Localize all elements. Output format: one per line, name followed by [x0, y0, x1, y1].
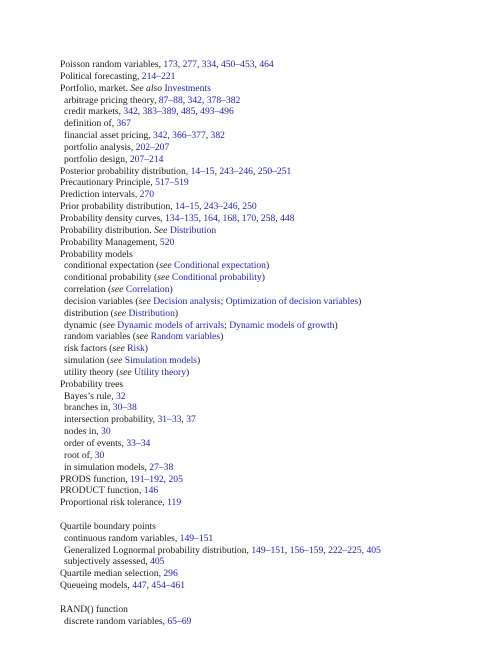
- entry-text: ,: [146, 580, 152, 592]
- entry-text: ): [358, 295, 362, 307]
- entry-text: Probability Management,: [60, 236, 160, 248]
- page-reference-link[interactable]: 30: [101, 426, 111, 438]
- entry-text: ): [220, 331, 224, 343]
- entry-text: ,: [181, 414, 187, 426]
- entry-text: ,: [177, 59, 183, 70]
- page-reference-link[interactable]: 378–382: [206, 94, 241, 106]
- entry-text: financial asset pricing,: [64, 130, 153, 142]
- page-reference-link[interactable]: 243–246: [219, 165, 253, 177]
- page-reference-link[interactable]: 149–151: [179, 532, 214, 544]
- entry-text: ,: [252, 165, 258, 177]
- page-reference-link[interactable]: 485: [180, 106, 196, 118]
- see-reference-label: see: [135, 331, 149, 343]
- entry-text: Probability density curves,: [60, 212, 165, 224]
- index-entry: [60, 497, 490, 509]
- page-reference-link[interactable]: 243–246: [203, 201, 238, 213]
- entry-text: ,: [176, 106, 181, 118]
- page-reference-link[interactable]: 366–377: [172, 130, 206, 142]
- index-entry: [60, 201, 490, 213]
- entry-text: Portfolio, market.: [60, 82, 131, 94]
- entry-text: distribution (: [64, 307, 114, 319]
- index-subentry: [60, 367, 490, 379]
- index-subentry: [60, 308, 490, 320]
- entry-text: ,: [236, 212, 242, 224]
- entry-text: risk factors (: [64, 343, 113, 355]
- page-reference-link[interactable]: 383–389: [142, 106, 177, 118]
- index-subentry: [60, 118, 490, 130]
- page-reference-link[interactable]: 149–151: [251, 544, 285, 556]
- see-reference-label: see: [119, 366, 132, 378]
- index-list: [60, 59, 490, 628]
- entry-text: Political forecasting,: [60, 70, 142, 82]
- entry-text: ): [169, 284, 173, 296]
- entry-text: Generalized Lognormal probability distribution,: [64, 544, 252, 556]
- entry-text: Queueing models,: [60, 580, 133, 592]
- index-subentry: [60, 616, 490, 628]
- page-reference-link[interactable]: 164: [203, 212, 218, 224]
- page-reference-link[interactable]: 450–453: [220, 59, 255, 70]
- entry-text: Precautionary Principle,: [60, 177, 156, 189]
- entry-text: ,: [275, 212, 281, 224]
- page-reference-link[interactable]: 493–496: [200, 106, 234, 118]
- page-reference-link[interactable]: 214–221: [141, 70, 176, 82]
- entry-text: ;: [220, 295, 226, 307]
- index-subentry: [60, 462, 490, 474]
- page-reference-link[interactable]: 342: [123, 106, 138, 118]
- index-entry: [60, 521, 490, 533]
- page-reference-link[interactable]: 342: [152, 130, 168, 142]
- entry-text: ): [144, 343, 148, 355]
- page-reference-link[interactable]: Utility theory: [134, 366, 187, 378]
- index-entry: [60, 249, 490, 261]
- page-reference-link[interactable]: Correlation: [125, 284, 170, 296]
- index-subentry: [60, 296, 490, 308]
- see-reference-label: see: [112, 343, 125, 355]
- page-reference-link[interactable]: 296: [163, 568, 178, 580]
- page-reference-link[interactable]: 205: [168, 473, 183, 485]
- entry-text: ,: [284, 544, 290, 556]
- entry-text: ): [174, 307, 179, 319]
- entry-text: conditional expectation (: [64, 260, 160, 272]
- page-reference-link[interactable]: 405: [150, 556, 165, 568]
- entry-text: ,: [196, 59, 202, 70]
- entry-text: branches in,: [64, 402, 113, 414]
- entry-text: ): [261, 272, 265, 284]
- entry-text: ,: [254, 59, 260, 70]
- entry-text: simulation (: [64, 355, 111, 367]
- entry-text: Probability models: [60, 248, 133, 260]
- page-reference-link[interactable]: 517–519: [155, 177, 189, 189]
- entry-text: utility theory (: [64, 366, 120, 378]
- entry-text: ,: [199, 201, 204, 213]
- index-subentry: [60, 343, 490, 355]
- entry-text: continuous random variables,: [64, 532, 180, 544]
- index-subentry: [60, 402, 490, 414]
- page-reference-link[interactable]: 14–15: [175, 201, 200, 213]
- entry-text: dynamic (: [64, 319, 103, 331]
- index-subentry: [60, 533, 490, 545]
- page-reference-link[interactable]: Conditional expectation: [174, 260, 266, 272]
- entry-text: ,: [201, 94, 207, 106]
- entry-text: definition of,: [64, 118, 117, 130]
- index-subentry: [60, 284, 490, 296]
- index-entry: [60, 83, 490, 95]
- see-reference-label: see: [159, 260, 172, 272]
- entry-text: Proportional risk tolerance,: [60, 497, 168, 509]
- entry-text: ,: [167, 130, 173, 142]
- index-subentry: [60, 154, 490, 166]
- entry-text: portfolio design,: [64, 153, 130, 165]
- page-reference-link[interactable]: 173: [163, 59, 178, 70]
- entry-text: ,: [195, 106, 201, 118]
- page-reference-link[interactable]: 14–15: [190, 165, 215, 177]
- entry-text: ): [197, 355, 201, 367]
- page-reference-link[interactable]: 367: [116, 118, 131, 130]
- page-reference-link[interactable]: 87–88: [158, 94, 183, 106]
- entry-text: RAND() function: [60, 603, 128, 615]
- see-reference-label: see: [138, 295, 151, 307]
- page-reference-link[interactable]: Risk: [127, 343, 145, 355]
- index-subentry: [60, 260, 490, 272]
- index-subentry: [60, 106, 490, 118]
- see-reference-label: see: [102, 319, 115, 331]
- index-subentry: [60, 450, 490, 462]
- index-subentry: [60, 391, 490, 403]
- page-reference-link[interactable]: 405: [366, 544, 381, 556]
- index-entry: [60, 237, 490, 249]
- index-entry: [60, 177, 490, 189]
- entry-text: ): [186, 366, 190, 378]
- page-reference-link[interactable]: 156–159: [289, 544, 324, 556]
- index-entry: [60, 166, 490, 178]
- see-reference-label: see: [111, 284, 124, 296]
- index-entry: [60, 604, 490, 616]
- page-reference-link[interactable]: 207–214: [129, 153, 164, 165]
- page-reference-link[interactable]: 65–69: [167, 615, 192, 627]
- page-reference-link[interactable]: 32: [115, 390, 126, 402]
- page-reference-link[interactable]: Investments: [164, 82, 211, 94]
- index-entry: [60, 59, 490, 71]
- entry-text: Bayes’s rule,: [64, 390, 116, 402]
- entry-text: subjectively assessed,: [64, 556, 151, 568]
- index-subentry: [60, 414, 490, 426]
- entry-text: ,: [361, 544, 367, 556]
- entry-text: Posterior probability distribution,: [60, 165, 191, 177]
- index-subentry: [60, 320, 490, 332]
- page-reference-link[interactable]: 250: [242, 201, 257, 213]
- page-reference-link[interactable]: Simulation models: [124, 355, 197, 367]
- entry-text: ): [334, 319, 338, 331]
- entry-text: ,: [205, 130, 211, 142]
- page-reference-link[interactable]: 277: [182, 59, 197, 70]
- entry-text: decision variables (: [64, 295, 139, 307]
- entry-text: discrete random variables,: [64, 615, 168, 627]
- page-reference-link[interactable]: Random variables: [150, 331, 221, 343]
- entry-text: ,: [214, 165, 220, 177]
- page-reference-link[interactable]: 119: [167, 497, 182, 509]
- page-reference-link[interactable]: Distribution: [169, 224, 217, 236]
- entry-text: credit markets,: [64, 106, 124, 118]
- index-subentry: [60, 426, 490, 438]
- page-reference-link[interactable]: 37: [186, 414, 196, 426]
- entry-text: conditional probability (: [64, 272, 158, 284]
- entry-text: intersection probability,: [64, 414, 158, 426]
- index-entry: [60, 580, 490, 592]
- entry-text: ,: [163, 473, 169, 485]
- page-reference-link[interactable]: 222–225: [328, 544, 362, 556]
- page-reference-link[interactable]: 168: [222, 212, 237, 224]
- entry-text: in simulation models,: [64, 461, 150, 473]
- see-reference-label: see: [110, 355, 123, 367]
- index-subentry: [60, 438, 490, 450]
- entry-text: root of,: [64, 449, 95, 461]
- page-reference-link[interactable]: 520: [159, 236, 175, 248]
- entry-text: ,: [323, 544, 329, 556]
- page-reference-link[interactable]: 250–251: [257, 165, 292, 177]
- entry-text: ,: [137, 106, 143, 118]
- index-entry: [60, 485, 490, 497]
- see-reference-label: see: [157, 272, 170, 284]
- entry-text: ,: [256, 212, 261, 224]
- entry-text: ;: [224, 319, 230, 331]
- page-reference-link[interactable]: Conditional probability: [171, 272, 262, 284]
- entry-text: Poisson random variables,: [60, 59, 164, 70]
- entry-text: PRODS function,: [60, 473, 131, 485]
- page-reference-link[interactable]: 342: [187, 94, 202, 106]
- entry-text: Quartile boundary points: [60, 520, 156, 532]
- entry-text: Quartile median selection,: [60, 568, 164, 580]
- page-reference-link[interactable]: 146: [143, 485, 159, 497]
- entry-text: random variables (: [64, 331, 136, 343]
- page-reference-link[interactable]: 31–33: [157, 414, 182, 426]
- page-reference-link[interactable]: Dynamic models of arrivals: [117, 319, 225, 331]
- index-subentry: [60, 556, 490, 568]
- page-reference-link[interactable]: 258: [260, 212, 276, 224]
- page-reference-link[interactable]: 448: [280, 212, 295, 224]
- entry-text: Prior probability distribution,: [60, 201, 176, 213]
- entry-text: Probability trees: [60, 378, 124, 390]
- page-reference-link[interactable]: 134–135: [164, 212, 199, 224]
- index-subentry: [60, 130, 490, 142]
- page-reference-link[interactable]: 334: [201, 59, 217, 70]
- page-reference-link[interactable]: 33–34: [126, 438, 151, 449]
- index-subentry: [60, 545, 490, 557]
- entry-text: order of events,: [64, 438, 127, 449]
- index-entry: [60, 568, 490, 580]
- entry-text: ,: [216, 59, 221, 70]
- page-reference-link[interactable]: 191–192: [130, 473, 164, 485]
- entry-text: Probability distribution.: [60, 224, 155, 236]
- page-reference-link[interactable]: 27–38: [149, 461, 174, 473]
- page-reference-link[interactable]: Distribution: [128, 307, 175, 319]
- entry-text: ,: [198, 212, 204, 224]
- index-subentry: [60, 272, 490, 284]
- page-reference-link[interactable]: 30–38: [112, 402, 137, 414]
- index-entry: [60, 474, 490, 486]
- index-subentry: [60, 142, 490, 154]
- entry-text: Prediction intervals,: [60, 189, 140, 201]
- page-reference-link[interactable]: 382: [210, 130, 225, 142]
- see-reference-label: see: [113, 307, 127, 319]
- entry-text: PRODUCT function,: [60, 485, 144, 497]
- page-reference-link[interactable]: 464: [259, 59, 274, 70]
- index-subentry: [60, 355, 490, 367]
- page-reference-link[interactable]: Decision analysis: [153, 295, 221, 307]
- see-reference-label: See: [154, 224, 168, 236]
- see-reference-label: See also: [130, 82, 163, 94]
- page-reference-link[interactable]: 270: [139, 189, 155, 201]
- page-reference-link[interactable]: Dynamic models of growth: [229, 319, 335, 331]
- page-reference-link[interactable]: 202–207: [135, 141, 170, 153]
- index-subentry: [60, 95, 490, 107]
- page-reference-link[interactable]: Optimization of decision variables: [225, 295, 359, 307]
- entry-text: ,: [182, 94, 188, 106]
- index-subentry: [60, 331, 490, 343]
- entry-text: arbitrage pricing theory,: [64, 94, 159, 106]
- page-reference-link[interactable]: 170: [241, 212, 257, 224]
- entry-text: ): [265, 260, 270, 272]
- page-reference-link[interactable]: 447: [132, 580, 147, 592]
- entry-text: portfolio analysis,: [64, 141, 136, 153]
- page-reference-link[interactable]: 454–461: [151, 580, 185, 592]
- index-entry: [60, 379, 490, 391]
- index-entry: [60, 189, 490, 201]
- entry-text: correlation (: [64, 284, 112, 296]
- entry-text: ,: [217, 212, 223, 224]
- index-entry: [60, 213, 490, 225]
- index-entry: [60, 225, 490, 237]
- page-reference-link[interactable]: 30: [94, 449, 105, 461]
- entry-text: ,: [237, 201, 243, 213]
- entry-text: nodes in,: [64, 426, 102, 438]
- index-entry: [60, 71, 490, 83]
